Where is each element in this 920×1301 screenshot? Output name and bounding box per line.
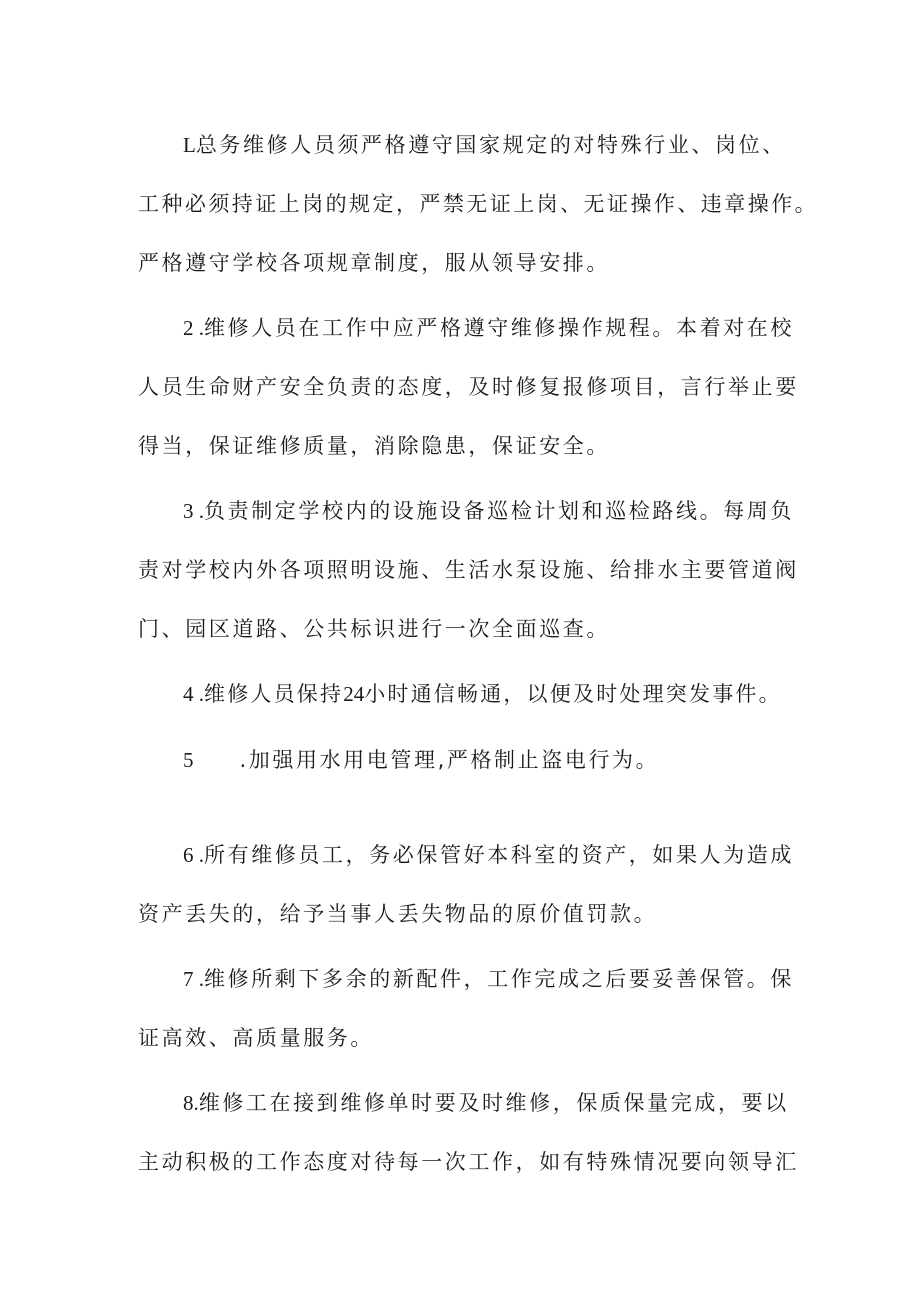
item-2-line-1 [183,314,794,342]
item-2-number: 2 . [183,316,204,340]
item-8-number: 8. [183,1091,199,1115]
item-8-line-1 [183,1089,789,1117]
item-7-text: 维修所剩下多余的新配件，工作完成之后要妥善保管。保 [204,967,794,991]
item-5-line-1 [183,746,659,774]
item-5-text: .加强用水用电管理,严格制止盗电行为。 [239,748,660,772]
item-3-number: 3 . [183,499,204,523]
item-6-line-2: 资产丢失的，给予当事人丢失物品的原价值罚款。 [138,902,658,926]
item-6-line-1 [183,841,794,869]
item-3-line-2: 责对学校内外各项照明设施、生活水泵设施、给排水主要管道阀 [138,558,799,582]
item-2-line-2: 人员生命财产安全负责的态度，及时修复报修项目，言行举止要 [138,375,799,399]
item-3-line-3: 门、园区道路、公共标识进行一次全面巡查。 [138,617,610,641]
item-4-hours: 24 [343,682,365,706]
item-7-number: 7 . [183,967,204,991]
item-7-line-2: 证高效、高质量服务。 [138,1026,374,1050]
item-3-text: 负责制定学校内的设施设备巡检计划和巡检路线。每周负 [204,499,794,523]
item-8-text: 维修工在接到维修单时要及时维修，保质保量完成，要以 [198,1091,789,1115]
item-6-text: 所有维修员工，务必保管好本科室的资产，如果人为造成 [204,843,794,867]
item-4-line-1 [183,680,782,708]
item-6-number: 6 . [183,843,204,867]
item-1-number: L [183,133,196,157]
item-2-line-3: 得当，保证维修质量，消除隐患，保证安全。 [138,434,610,458]
item-5-number: 5 [183,748,194,772]
item-8-line-2: 主动积极的工作态度对待每一次工作，如有特殊情况要向领导汇 [138,1150,799,1174]
item-3-line-1 [183,497,794,525]
item-4-suffix: 小时通信畅通，以便及时处理突发事件。 [364,682,782,706]
item-4-number: 4 . [183,682,204,706]
item-1-line-2: 工种必须持证上岗的规定，严禁无证上岗、无证操作、违章操作。 [138,192,819,216]
item-7-line-1 [183,965,794,993]
item-1-text: 总务维修人员须严格遵守国家规定的对特殊行业、岗位、 [195,133,786,157]
item-1-line-3: 严格遵守学校各项规章制度，服从领导安排。 [138,251,610,275]
item-1-line-1 [183,131,786,159]
item-4-prefix: 维修人员保持 [204,682,344,706]
item-2-text: 维修人员在工作中应严格遵守维修操作规程。本着对在校 [204,316,794,340]
